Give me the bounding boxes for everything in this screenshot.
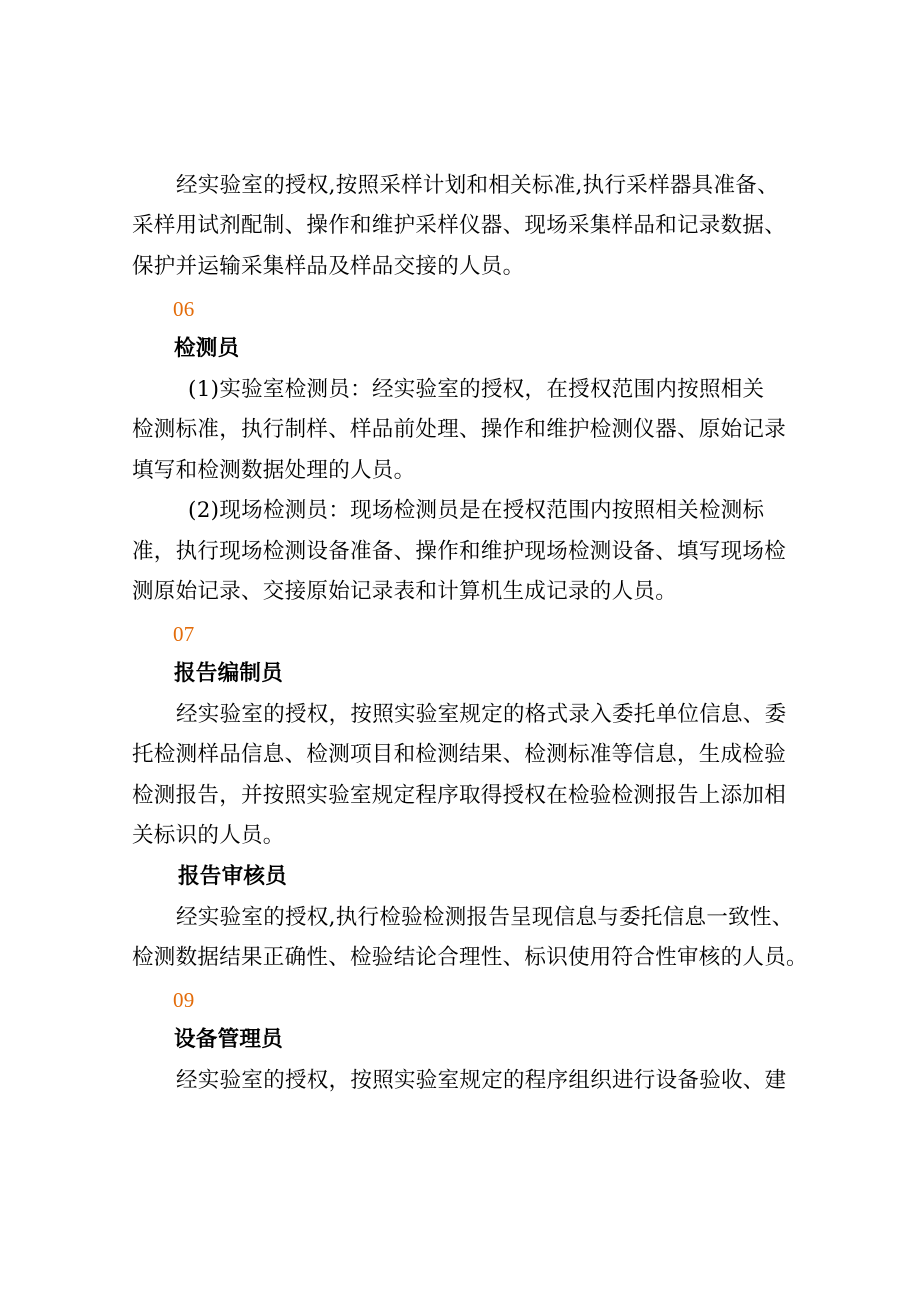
section-heading: 检测员 <box>174 336 240 361</box>
paragraph-line: 采样用试剂配制、操作和维护采样仪器、现场采集样品和记录数据、 <box>132 213 787 238</box>
paragraph-line: 测原始记录、交接原始记录表和计算机生成记录的人员。 <box>132 579 678 604</box>
paragraph-line: 检测数据结果正确性、检验结论合理性、标识使用符合性审核的人员。 <box>132 945 808 970</box>
paragraph-line: 关标识的人员。 <box>132 823 285 848</box>
section-heading: 报告审核员 <box>178 864 288 889</box>
paragraph-line: 准，执行现场检测设备准备、操作和维护现场检测设备、填写现场检 <box>132 539 787 564</box>
paragraph-line: 填写和检测数据处理的人员。 <box>132 458 416 483</box>
paragraph-line: 检测标准，执行制样、样品前处理、操作和维护检测仪器、原始记录 <box>132 417 787 442</box>
paragraph-line: 经实验室的授权,执行检验检测报告呈现信息与委托信息一致性、 <box>176 905 794 930</box>
paragraph-line: (1)实验室检测员：经实验室的授权，在授权范围内按照相关 <box>188 377 765 402</box>
paragraph-line: 经实验室的授权，按照实验室规定的格式录入委托单位信息、委 <box>176 702 787 727</box>
paragraph-line: 托检测样品信息、检测项目和检测结果、检测标准等信息，生成检验 <box>132 742 787 767</box>
section-heading: 设备管理员 <box>174 1027 284 1052</box>
paragraph-line: 检测报告，并按照实验室规定程序取得授权在检验检测报告上添加相 <box>132 783 787 808</box>
paragraph-line: 经实验室的授权,按照采样计划和相关标准,执行采样器具准备、 <box>176 173 779 198</box>
section-number: 07 <box>173 622 195 646</box>
section-heading: 报告编制员 <box>174 661 284 686</box>
paragraph-line: 经实验室的授权，按照实验室规定的程序组织进行设备验收、建 <box>176 1068 787 1093</box>
paragraph-line: (2)现场检测员：现场检测员是在授权范围内按照相关检测标 <box>188 498 765 523</box>
section-number: 09 <box>173 988 195 1012</box>
section-number: 06 <box>173 297 195 321</box>
paragraph-line: 保护并运输采集样品及样品交接的人员。 <box>132 254 525 279</box>
